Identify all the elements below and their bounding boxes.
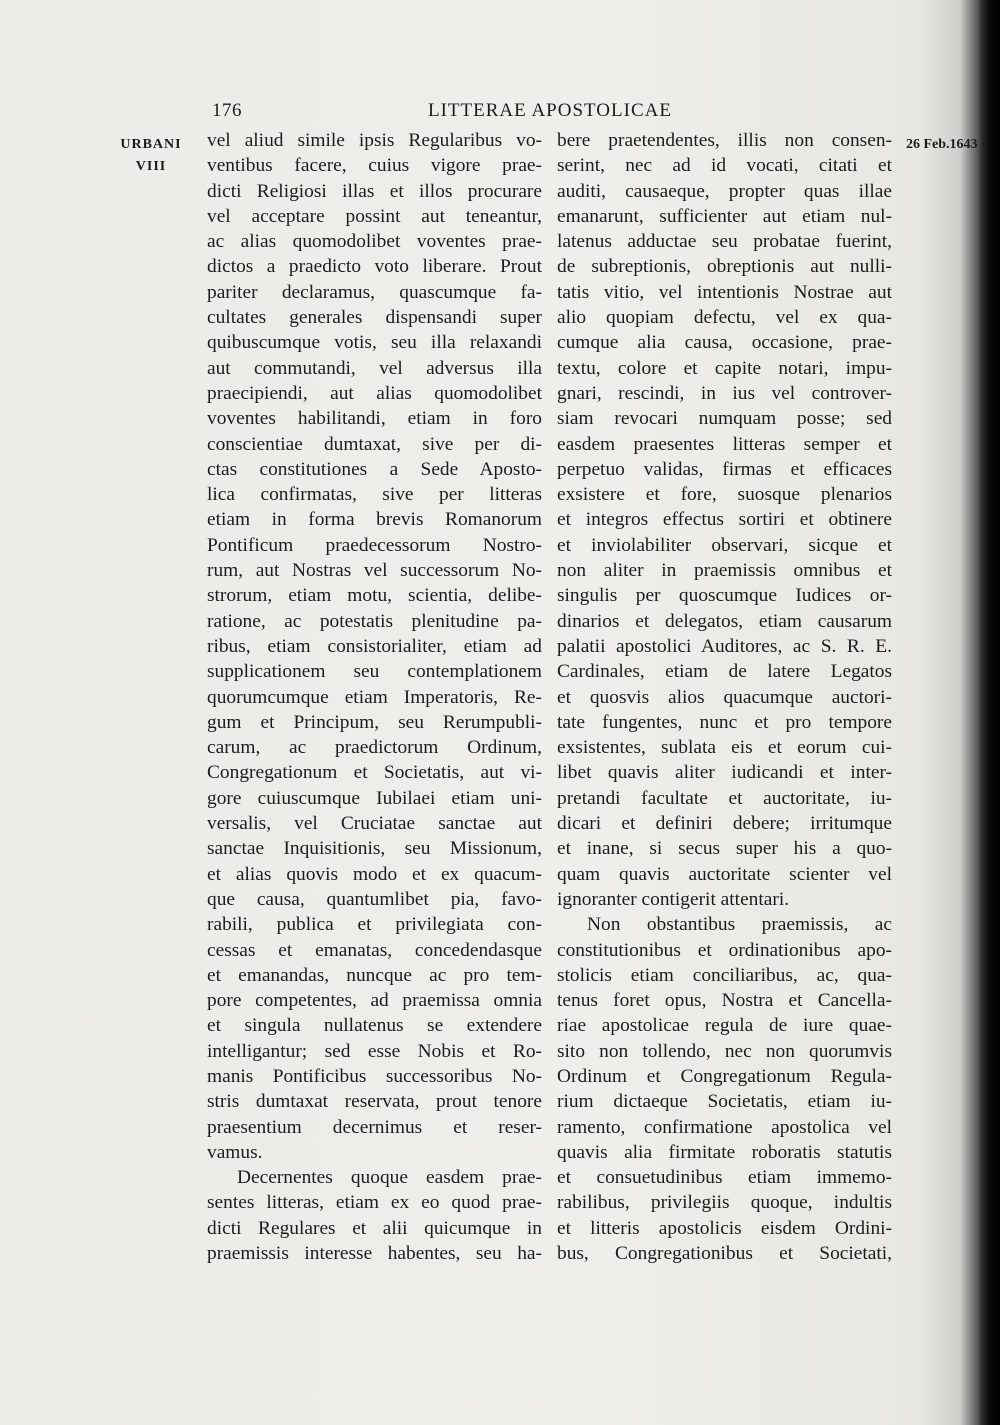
text-line: ventibus facere, cuius vigore prae- xyxy=(207,155,542,177)
text-line: et integros effectus sortiri et obtinere xyxy=(557,509,892,531)
text-line: quavis alia firmitate roboratis statutis xyxy=(557,1141,892,1163)
text-line: Ordinum et Congregationum Regula- xyxy=(557,1065,892,1087)
running-title: LITTERAE APOSTOLICAE xyxy=(428,100,672,121)
text-line: pore competentes, ad praemissa omnia xyxy=(207,990,542,1012)
text-line: dictos a praedicto voto liberare. Prout xyxy=(207,256,542,278)
text-line: lica confirmatas, sive per litteras xyxy=(207,484,542,506)
text-line: strorum, etiam motu, scientia, delibe- xyxy=(207,585,542,607)
text-line: bere praetendentes, illis non consen- xyxy=(557,130,892,151)
text-line: textu, colore et capite notari, impu- xyxy=(557,357,892,379)
text-line: intelligantur; sed esse Nobis et Ro- xyxy=(207,1040,542,1062)
text-line: gum et Principum, seu Rerumpubli- xyxy=(207,711,542,733)
text-line: latenus adductae seu probatae fuerint, xyxy=(557,231,892,253)
text-line: aut commutandi, vel adversus illa xyxy=(207,357,542,379)
text-line: Congregationum et Societatis, aut vi- xyxy=(207,762,542,784)
text-line: perpetuo validas, firmas et efficaces xyxy=(557,458,892,480)
text-line: rum, aut Nostras vel successorum No- xyxy=(207,560,542,582)
text-line: et inviolabiliter observari, sicque et xyxy=(557,534,892,556)
text-line: vel acceptare possint aut teneantur, xyxy=(207,205,542,227)
text-line: stris dumtaxat reservata, prout tenore xyxy=(207,1091,542,1113)
text-line: singulis per quoscumque Iudices or- xyxy=(557,585,892,607)
text-line: tatis vitio, vel intentionis Nostrae aut xyxy=(557,281,892,303)
text-line: et emanandas, nuncque ac pro tem- xyxy=(207,964,542,986)
text-line: et inane, si secus super his a quo- xyxy=(557,838,892,860)
text-line: dicari et definiri debere; irritumque xyxy=(557,813,892,835)
page-header xyxy=(0,100,1000,130)
margin-note-author xyxy=(117,134,185,178)
text-line: et alias quovis modo et ex quacum- xyxy=(207,863,542,885)
text-line: et quosvis alios quacumque auctori- xyxy=(557,686,892,708)
text-line: praecipiendi, aut alias quomodolibet xyxy=(207,382,542,404)
text-line: palatii apostolici Auditores, ac S. R. E. xyxy=(557,635,892,657)
text-line: Cardinales, etiam de latere Legatos xyxy=(557,661,892,683)
text-line: conscientiae dumtaxat, sive per di- xyxy=(207,433,542,455)
margin-note-date: 26 Feb.1643 xyxy=(906,137,978,152)
text-line: cessas et emanatas, concedendasque xyxy=(207,939,542,961)
text-line: manis Pontificibus successoribus No- xyxy=(207,1065,542,1087)
text-line: siam revocari numquam posse; sed xyxy=(557,408,892,430)
text-line: serint, nec ad id vocati, citati et xyxy=(557,155,892,177)
text-line: dinarios et delegatos, etiam causarum xyxy=(557,610,892,632)
text-line: Decernentes quoque easdem prae- xyxy=(237,1167,542,1189)
text-line: non aliter in praemissis omnibus et xyxy=(557,560,892,582)
text-line: Non obstantibus praemissis, ac xyxy=(587,914,892,936)
text-line: cumque alia causa, occasione, prae- xyxy=(557,332,892,354)
text-column-left xyxy=(207,128,542,1266)
text-line: vel aliud simile ipsis Regularibus vo- xyxy=(207,130,542,151)
text-line: et singula nullatenus se extendere xyxy=(207,1015,542,1037)
text-line: ctas constitutiones a Sede Aposto- xyxy=(207,458,542,480)
text-line: exsistere et fore, suosque plenarios xyxy=(557,484,892,506)
text-line: quorumcumque etiam Imperatoris, Re- xyxy=(207,686,542,708)
text-line: tenus foret opus, Nostra et Cancella- xyxy=(557,990,892,1012)
text-line: tate fungentes, nunc et pro tempore xyxy=(557,711,892,733)
text-line: dicti Regulares et alii quicumque in xyxy=(207,1217,542,1239)
margin-note-line: URBANI xyxy=(120,137,182,152)
text-line: constitutionibus et ordinationibus apo- xyxy=(557,939,892,961)
text-line: sentes litteras, etiam ex eo quod prae- xyxy=(207,1192,542,1214)
text-line: quam quavis auctoritate scienter vel xyxy=(557,863,892,885)
page-number: 176 xyxy=(212,100,242,121)
text-line: vamus. xyxy=(207,1141,263,1163)
text-line: ramento, confirmatione apostolica vel xyxy=(557,1116,892,1138)
text-line: praesentium decernimus et reser- xyxy=(207,1116,542,1138)
text-line: etiam in forma brevis Romanorum xyxy=(207,509,542,531)
text-line: emanarunt, sufficienter aut etiam nul- xyxy=(557,205,892,227)
text-line: et litteris apostolicis eisdem Ordini- xyxy=(557,1217,892,1239)
text-line: quibuscumque votis, seu illa relaxandi xyxy=(207,332,542,354)
text-line: rium dictaeque Societatis, etiam iu- xyxy=(557,1091,892,1113)
text-line: que causa, quantumlibet pia, favo- xyxy=(207,888,542,910)
page-edge-shadow xyxy=(978,0,1000,1425)
text-line: rabilibus, privilegiis quoque, indultis xyxy=(557,1192,892,1214)
text-line: sito non tollendo, nec non quorumvis xyxy=(557,1040,892,1062)
text-line: libet quavis aliter iudicandi et inter- xyxy=(557,762,892,784)
margin-note-line: VIII xyxy=(135,159,167,174)
text-line: voventes habilitandi, etiam in foro xyxy=(207,408,542,430)
text-line: pretandi facultate et auctoritate, iu- xyxy=(557,787,892,809)
text-line: de subreptionis, obreptionis aut nulli- xyxy=(557,256,892,278)
text-line: easdem praesentes litteras semper et xyxy=(557,433,892,455)
text-line: carum, ac praedictorum Ordinum, xyxy=(207,737,542,759)
text-line: rabili, publica et privilegiata con- xyxy=(207,914,542,936)
text-line: ignoranter contigerit attentari. xyxy=(557,888,790,910)
text-line: gnari, rescindi, in ius vel controver- xyxy=(557,382,892,404)
text-line: sanctae Inquisitionis, seu Missionum, xyxy=(207,838,542,860)
text-line: exsistentes, sublata eis et eorum cui- xyxy=(557,737,892,759)
text-line: ratione, ac potestatis plenitudine pa- xyxy=(207,610,542,632)
text-line: gore cuiuscumque Iubilaei etiam uni- xyxy=(207,787,542,809)
text-line: cultates generales dispensandi super xyxy=(207,307,542,329)
text-line: riae apostolicae regula de iure quae- xyxy=(557,1015,892,1037)
text-line: pariter declaramus, quascumque fa- xyxy=(207,281,542,303)
text-line: praemissis interesse habentes, seu ha- xyxy=(207,1243,542,1265)
text-line: ribus, etiam consistorialiter, etiam ad xyxy=(207,635,542,657)
text-line: auditi, causaeque, propter quas illae xyxy=(557,180,892,202)
text-line: dicti Religiosi illas et illos procurare xyxy=(207,180,542,202)
text-line: versalis, vel Cruciatae sanctae aut xyxy=(207,813,542,835)
text-line: alio quopiam defectu, vel ex qua- xyxy=(557,307,892,329)
text-line: bus, Congregationibus et Societati, xyxy=(557,1243,892,1265)
text-line: Pontificum praedecessorum Nostro- xyxy=(207,534,542,556)
text-line: supplicationem seu contemplationem xyxy=(207,661,542,683)
text-line: stolicis etiam conciliaribus, ac, qua- xyxy=(557,964,892,986)
text-line: ac alias quomodolibet voventes prae- xyxy=(207,231,542,253)
text-line: et consuetudinibus etiam immemo- xyxy=(557,1167,892,1189)
text-column-right xyxy=(557,128,892,1266)
